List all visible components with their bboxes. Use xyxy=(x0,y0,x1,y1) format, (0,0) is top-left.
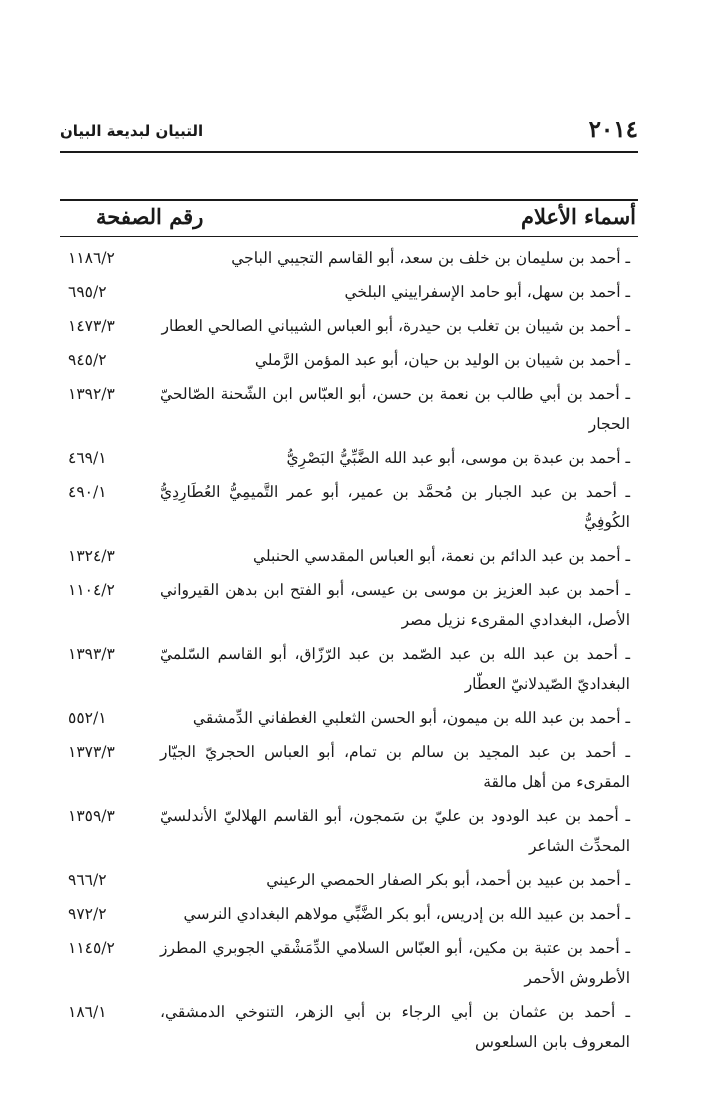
entry-name: ـ أحمد بن عبدة بن موسى، أبو عبد الله الضَّبِّيُّ البَصْرِيُّ xyxy=(286,449,630,467)
list-item xyxy=(60,311,638,341)
entry-name: ـ أحمد بن عثمان بن أبي الرجاء بن أبي الزهر، التنوخي الدمشقي، المعروف بابن السلعوس xyxy=(160,1003,630,1051)
list-item xyxy=(60,443,638,473)
entry-page-ref: ١٣٧٣/٣ xyxy=(68,743,115,761)
entry-name: ـ أحمد بن عتبة بن مكين، أبو العبّاس السلامي الدِّمَشْقي الجوبري المطرز الأطروش الأحمر xyxy=(160,939,630,987)
list-item xyxy=(60,997,638,1057)
table-top-divider xyxy=(60,199,638,201)
entry-page-ref: ١٤٧٣/٣ xyxy=(68,317,115,335)
column-header-names: أسماء الأعلام xyxy=(520,204,636,229)
entry-page-ref: ١٣٥٩/٣ xyxy=(68,807,115,825)
entry-page-ref: ١٣٢٤/٣ xyxy=(68,547,115,565)
entry-name: ـ أحمد بن عبد الله بن ميمون، أبو الحسن الثعلبي الغطفاني الدِّمشقي xyxy=(192,709,630,727)
list-item xyxy=(60,737,638,797)
entry-page-ref: ١١٤٥/٢ xyxy=(68,939,115,957)
entry-page-ref: ٥٥٢/١ xyxy=(68,709,107,727)
entry-name: ـ أحمد بن عبد الدائم بن نعمة، أبو العباس المقدسي الحنبلي xyxy=(252,547,630,565)
list-item xyxy=(60,477,638,537)
entry-name: ـ أحمد بن سهل، أبو حامد الإسفراييني البلخي xyxy=(344,283,630,301)
entry-page-ref: ١١٨٦/٢ xyxy=(68,249,115,267)
list-item xyxy=(60,801,638,861)
entry-name: ـ أحمد بن عبد الله بن عبد الصّمد بن عبد الرّزّاق، أبو القاسم السّلميّ البغداديّ الصّيدلانيّ العطّار xyxy=(160,645,630,693)
list-item xyxy=(60,639,638,699)
entry-page-ref: ٤٦٩/١ xyxy=(68,449,107,467)
entry-page-ref: ٩٤٥/٢ xyxy=(68,351,107,369)
entry-name: ـ أحمد بن أبي طالب بن نعمة بن حسن، أبو العبّاس ابن الشّحنة الصّالحيّ الحجار xyxy=(160,385,630,433)
list-item xyxy=(60,933,638,993)
entry-page-ref: ٩٦٦/٢ xyxy=(68,871,107,889)
list-item xyxy=(60,345,638,375)
running-header xyxy=(60,116,638,150)
entry-page-ref: ٩٧٢/٢ xyxy=(68,905,107,923)
column-header-page: رقم الصفحة xyxy=(96,204,204,229)
entry-name: ـ أحمد بن عبد الودود بن عليّ بن سَمجون، أبو القاسم الهلاليّ الأندلسيّ المحدِّث الشاعر xyxy=(160,807,630,855)
list-item xyxy=(60,379,638,439)
entries-list xyxy=(60,243,638,1061)
list-item xyxy=(60,541,638,571)
entry-name: ـ أحمد بن عبد المجيد بن سالم بن تمام، أبو العباس الحجريّ الجيّار المقرىء من أهل مالقة xyxy=(160,743,630,791)
table-header-divider xyxy=(60,236,638,237)
list-item xyxy=(60,243,638,273)
entry-name: ـ أحمد بن عبد العزيز بن موسى بن عيسى، أبو الفتح ابن بدهن القيرواني الأصل، البغدادي المقرىء نزيل مصر xyxy=(160,581,630,629)
entry-page-ref: ١٣٩٢/٣ xyxy=(68,385,115,403)
entry-page-ref: ١١٠٤/٢ xyxy=(68,581,115,599)
page-number: ٢٠١٤ xyxy=(588,116,638,143)
book-title: التبيان لبديعة البيان xyxy=(60,122,204,140)
list-item xyxy=(60,899,638,929)
entry-name: ـ أحمد بن سليمان بن خلف بن سعد، أبو القاسم التجيبي الباجي xyxy=(231,249,630,267)
entry-page-ref: ٤٩٠/١ xyxy=(68,483,107,501)
header-divider xyxy=(60,151,638,153)
entry-name: ـ أحمد بن عبيد بن أحمد، أبو بكر الصفار الحمصي الرعيني xyxy=(266,871,630,889)
list-item xyxy=(60,575,638,635)
list-item xyxy=(60,865,638,895)
entry-name: ـ أحمد بن شيبان بن تغلب بن حيدرة، أبو العباس الشيباني الصالحي العطار xyxy=(161,317,630,335)
entry-name: ـ أحمد بن شيبان بن الوليد بن حيان، أبو عبد المؤمن الرَّملي xyxy=(254,351,630,369)
list-item xyxy=(60,277,638,307)
entry-page-ref: ٦٩٥/٢ xyxy=(68,283,107,301)
entry-name: ـ أحمد بن عبيد الله بن إدريس، أبو بكر الضَّبِّي مولاهم البغدادي النرسي xyxy=(183,905,630,923)
list-item xyxy=(60,703,638,733)
entry-name: ـ أحمد بن عبد الجبار بن مُحمَّد بن عمير، أبو عمر التَّميمِيُّ العُطَارِدِيُّ الكُوفِيُّ xyxy=(160,483,630,531)
entry-page-ref: ١٨٦/١ xyxy=(68,1003,107,1021)
entry-page-ref: ١٣٩٣/٣ xyxy=(68,645,115,663)
